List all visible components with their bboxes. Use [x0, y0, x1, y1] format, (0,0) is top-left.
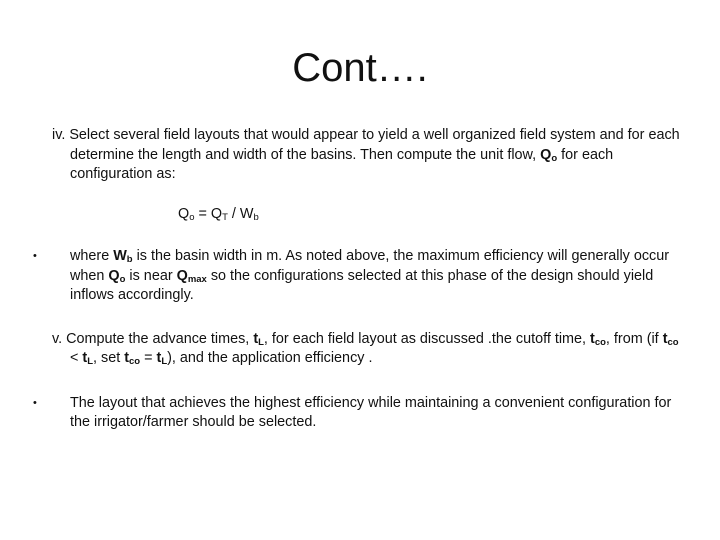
step-v-paragraph: v. Compute the advance times, $t_L$, for each field layout as discussed .the cutoff time, $t_{co}$, from (if $t_{co} < t_L$, set $t_{co} = t_L$), and the application efficiency .	[52, 330, 679, 367]
bullet-layout-selection: • The layout that achieves the highest efficiency while maintaining a convenient configuration for the irrigator/farmer should be selected.	[33, 394, 672, 430]
qo-variable-bullet: $Q_o$	[108, 267, 126, 285]
tco-variable: $t_{co}$	[590, 330, 606, 348]
slide-title: Cont….	[292, 46, 428, 90]
step-iv-tail: for each configuration as:	[70, 146, 614, 182]
unit-flow-formula: $Q_o = Q_T / W_b$	[178, 205, 259, 223]
tl-variable: $t_L$	[253, 330, 264, 348]
bullet-basin-width: • where $W_b$ is the basin width in m. As noted above, the maximum efficiency will generally occur when $Q_o$ is near $Q_{max}$ so the configurations selected at this phase of the design should yield inflows accordingly.	[33, 248, 670, 303]
qmax-variable: $Q_{max}$	[176, 267, 207, 285]
wb-variable: $W_b$	[113, 248, 133, 265]
qo-variable: $Q_o$	[540, 146, 558, 164]
step-iv-lead: iv. Select several field layouts that would appear to yield a well organized field system and for each determine the length and width of the basins. Then compute the unit flow,	[52, 127, 680, 163]
bullet-marker: •	[33, 250, 37, 262]
slide-body	[33, 126, 684, 433]
step-iv-paragraph	[52, 126, 684, 185]
bullet-marker: •	[33, 396, 37, 409]
